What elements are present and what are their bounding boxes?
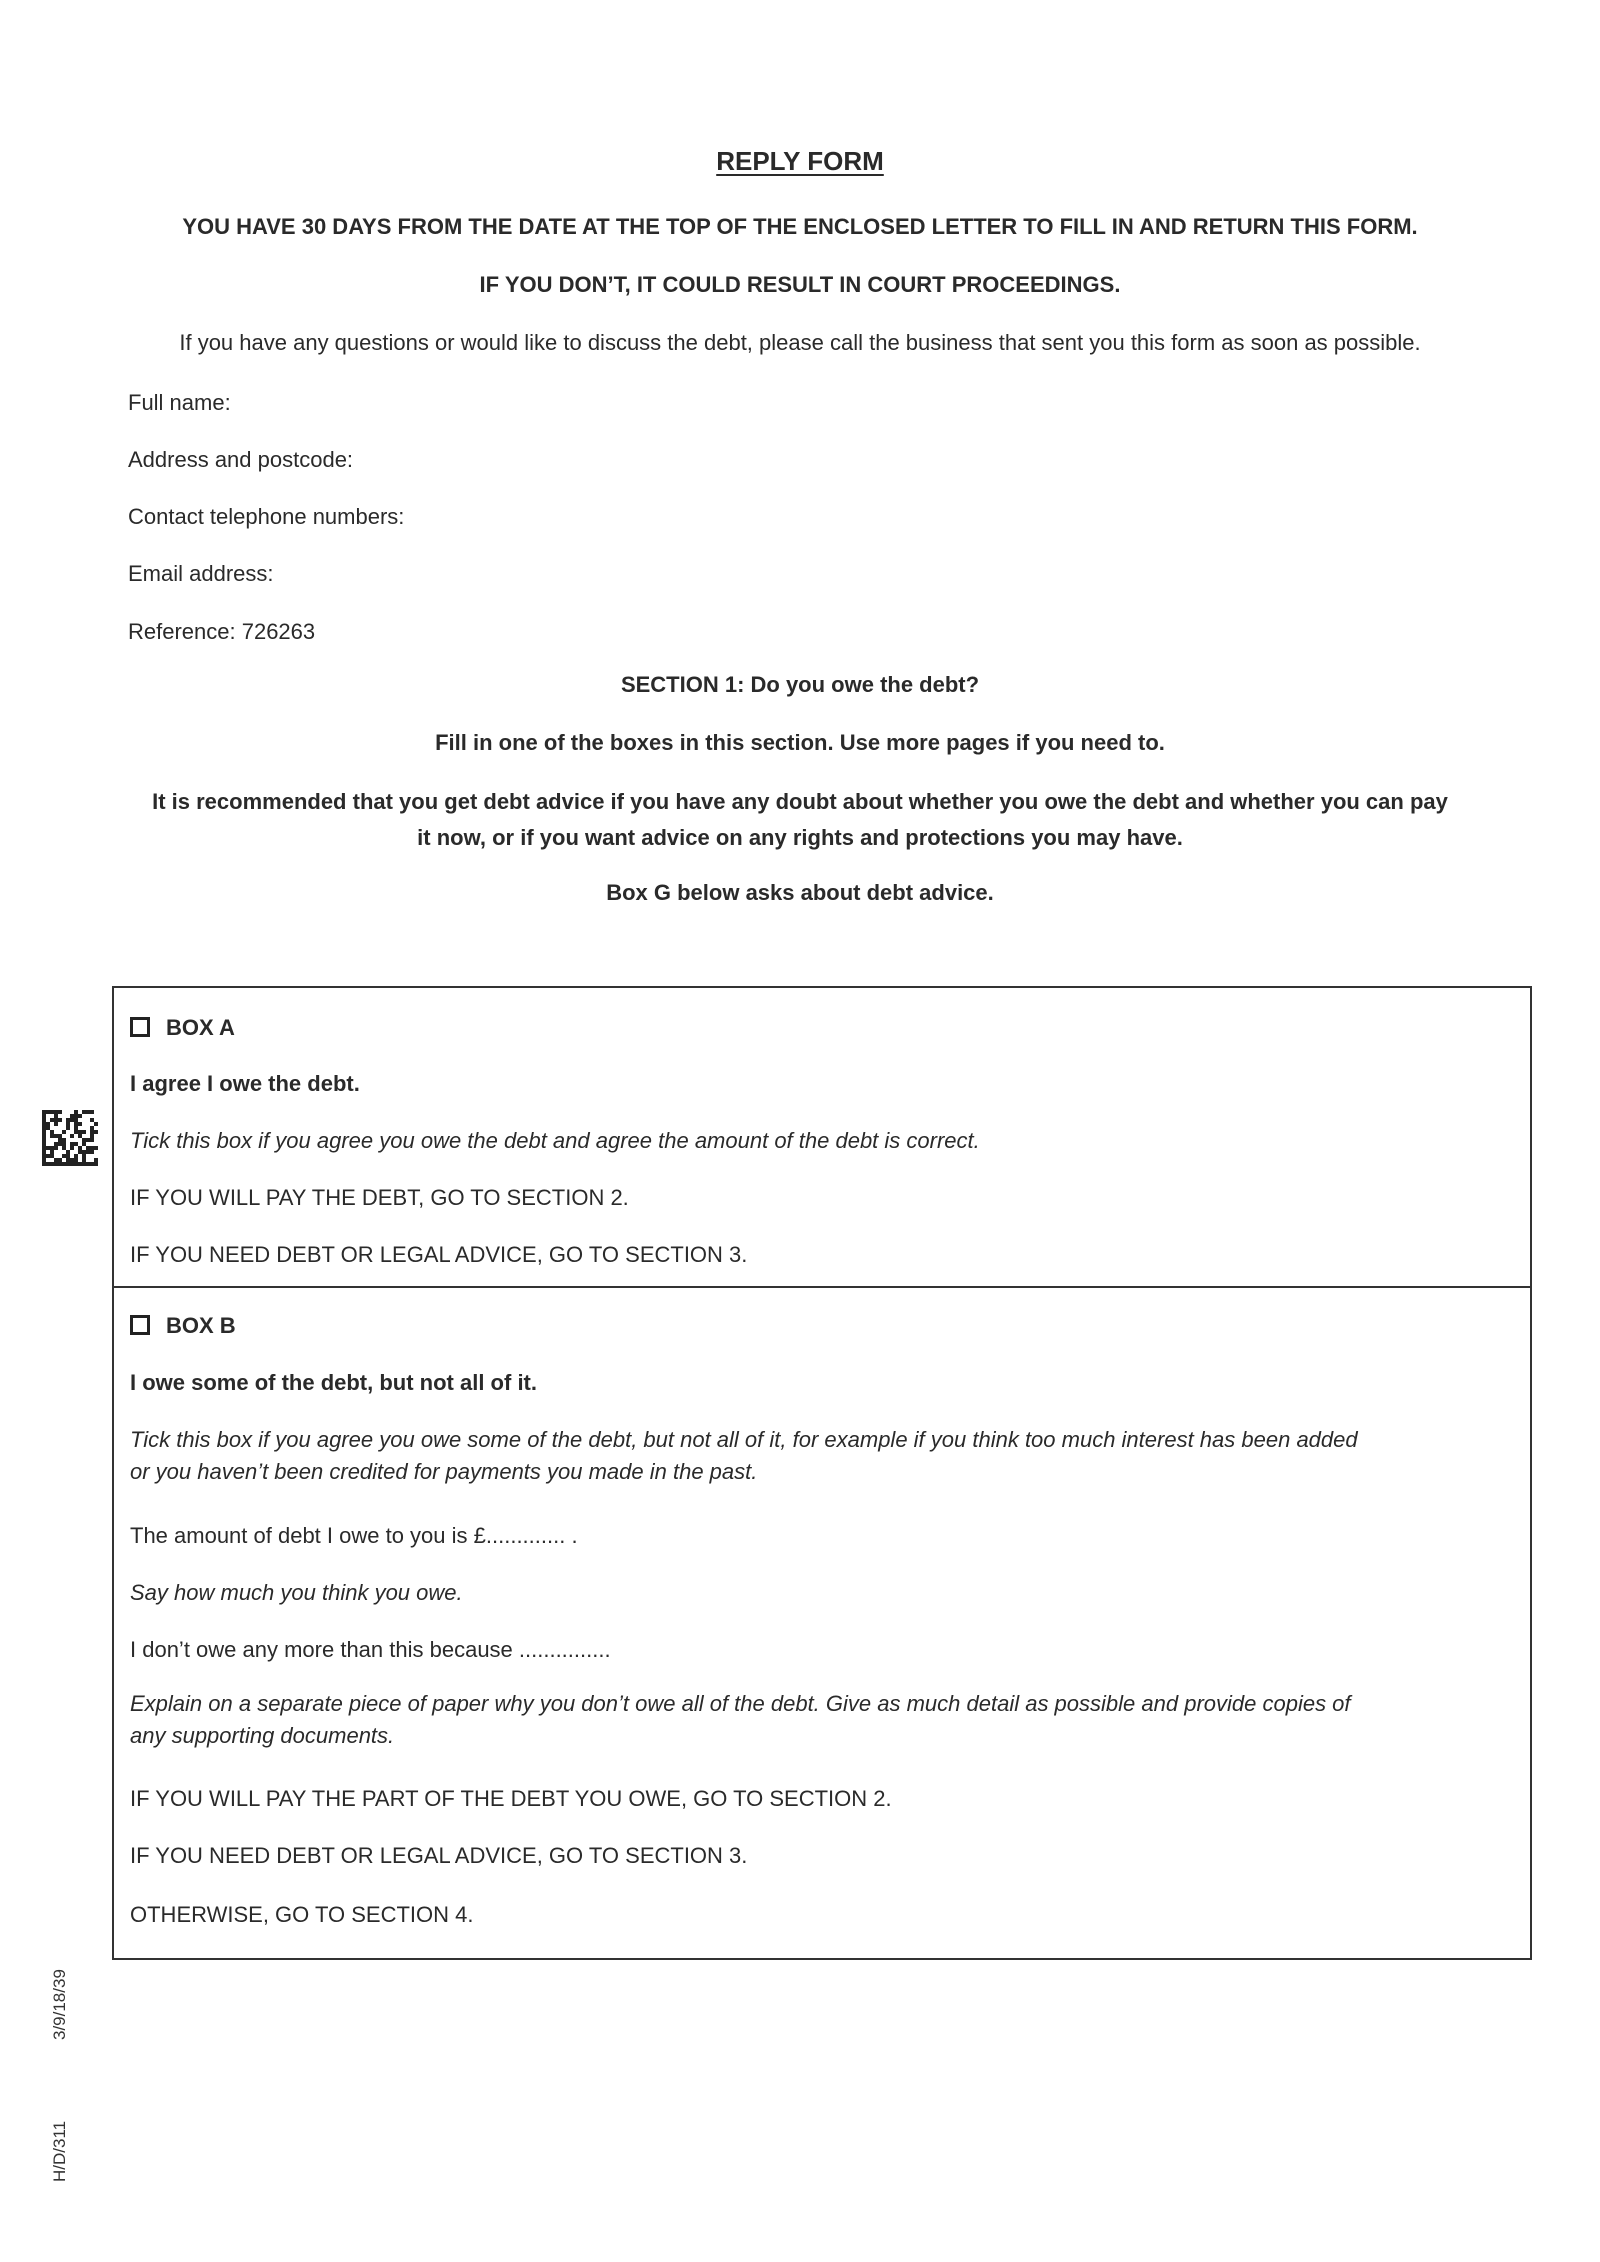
box-a-label: BOX A: [166, 1015, 235, 1040]
intro-text: If you have any questions or would like to discuss the debt, please call the business that sent you this form as soon as possible.: [179, 330, 1421, 355]
box-a-hint: Tick this box if you agree you owe the debt and agree the amount of the debt is correct.: [130, 1128, 980, 1153]
advice-line-1: It is recommended that you get debt advice if you have any doubt about whether you owe the debt and whether you can pay: [152, 789, 1448, 814]
court-warning: IF YOU DON’T, IT COULD RESULT IN COURT PROCEEDINGS.: [479, 272, 1121, 297]
box-a-checkbox[interactable]: [130, 1017, 150, 1037]
box-b-hint-line-1: Tick this box if you agree you owe some of the debt, but not all of it, for example if you think too much interest has been added: [130, 1427, 1358, 1452]
box-b-amount-hint: Say how much you think you owe.: [130, 1580, 463, 1605]
box-b-hint-line-2: or you haven’t been credited for payments you made in the past.: [130, 1459, 758, 1484]
phone-field[interactable]: Contact telephone numbers:: [128, 504, 405, 529]
section1-instruction: Fill in one of the boxes in this section. Use more pages if you need to.: [435, 730, 1165, 755]
box-a: [112, 986, 1532, 1288]
margin-date-code: 3/9/18/39: [50, 1969, 69, 2040]
box-a-header[interactable]: [130, 1012, 1514, 1044]
section1-heading: SECTION 1: Do you owe the debt?: [620, 672, 980, 697]
advice-line-2: it now, or if you want advice on any rights and protections you may have.: [417, 825, 1183, 850]
box-a-instruction-2: IF YOU NEED DEBT OR LEGAL ADVICE, GO TO SECTION 3.: [130, 1242, 748, 1267]
deadline-warning: YOU HAVE 30 DAYS FROM THE DATE AT THE TOP OF THE ENCLOSED LETTER TO FILL IN AND RETURN THIS FORM.: [182, 214, 1418, 239]
box-a-statement: I agree I owe the debt.: [130, 1071, 360, 1096]
box-b-amount-field[interactable]: The amount of debt I owe to you is £............. .: [130, 1523, 578, 1548]
box-b-statement: I owe some of the debt, but not all of it.: [130, 1370, 537, 1395]
form-title: REPLY FORM: [716, 146, 884, 176]
box-g-note: Box G below asks about debt advice.: [606, 880, 994, 905]
full-name-field[interactable]: Full name:: [128, 390, 231, 415]
address-field[interactable]: Address and postcode:: [128, 447, 354, 472]
box-b-label: BOX B: [166, 1313, 236, 1338]
box-b-explain-line-1: Explain on a separate piece of paper why you don’t owe all of the debt. Give as much detail as possible and provide copies of: [130, 1691, 1351, 1716]
debt-advice-note: [0, 784, 1600, 856]
box-b: [112, 1288, 1532, 1960]
box-b-instruction-2: IF YOU NEED DEBT OR LEGAL ADVICE, GO TO SECTION 3.: [130, 1843, 748, 1868]
box-b-instruction-3: OTHERWISE, GO TO SECTION 4.: [130, 1902, 474, 1927]
box-b-instruction-1: IF YOU WILL PAY THE PART OF THE DEBT YOU OWE, GO TO SECTION 2.: [130, 1786, 892, 1811]
margin-ref-code: H/D/311: [50, 2120, 69, 2182]
box-b-hint: [130, 1424, 1514, 1488]
box-b-reason-field[interactable]: I don’t owe any more than this because ...............: [130, 1637, 611, 1662]
reference-number: Reference: 726263: [128, 619, 316, 644]
box-b-explain-line-2: any supporting documents.: [130, 1723, 395, 1748]
box-a-instruction-1: IF YOU WILL PAY THE DEBT, GO TO SECTION 2.: [130, 1185, 629, 1210]
barcode-icon: [42, 1110, 98, 1166]
box-b-explain-hint: [130, 1688, 1514, 1752]
box-b-checkbox[interactable]: [130, 1315, 150, 1335]
email-field[interactable]: Email address:: [128, 561, 274, 586]
box-b-header[interactable]: [130, 1310, 1514, 1342]
